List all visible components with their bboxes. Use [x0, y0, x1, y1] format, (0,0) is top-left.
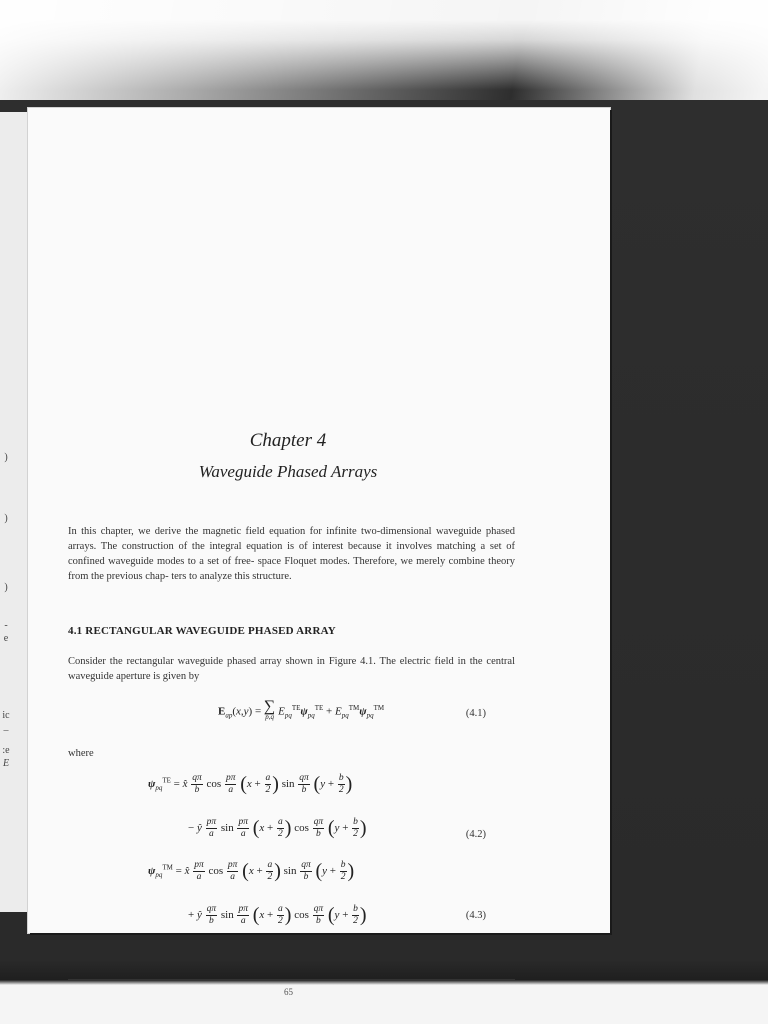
- intro-paragraph: [68, 524, 515, 584]
- margin-fragment: ): [4, 513, 8, 524]
- equation-number: (4.2): [465, 829, 486, 840]
- intro-line: ters to analyze this structure.: [171, 571, 292, 582]
- margin-fragment: :e: [2, 745, 10, 756]
- section-paragraph-line: field in the central waveguide aperture is given by: [68, 656, 515, 682]
- margin-fragment: ): [4, 452, 8, 463]
- section-heading: 4.1 RECTANGULAR WAVEGUIDE PHASED ARRAY: [68, 625, 336, 637]
- equation-4-2-line-1: $\psi_{pq}^{TE}$ = x̂ $\frac{q\pi}{b}$ cos $\frac{p\pi}{a}$ (x + $\frac{a}{2}$ ) sin $\frac{q\pi}{b}$ (y + $\frac{b}{2}$ ): [148, 773, 353, 795]
- equation-number: (4.3): [465, 910, 486, 921]
- footer-rule: [68, 979, 515, 980]
- intro-line: space Floquet modes. Therefore, we merely combine theory from the previous chap-: [68, 556, 516, 582]
- chapter-subtitle: Waveguide Phased Arrays: [198, 462, 378, 481]
- section-paragraph: [68, 654, 515, 684]
- chapter-title: Chapter 4: [249, 430, 327, 451]
- intro-line: In this chapter, we derive the magnetic field equation for infinite two-dimensional: [68, 526, 432, 537]
- margin-fragment: -: [4, 620, 8, 631]
- intro-line: because it involves matching a set of confined waveguide modes to a set of free-: [68, 541, 515, 567]
- equation-number: (4.1): [465, 708, 486, 719]
- page-number: 65: [284, 987, 293, 997]
- equation-4-1: $E_{ap}(x,y)$ = ∑ p,q $E_{pq}^{TE}\psi_{pq}^{TE} + E_{pq}™\psi_{pq}™$: [218, 698, 385, 721]
- margin-fragment: E: [2, 758, 10, 769]
- book-page: [28, 108, 610, 997]
- margin-fragment: ic: [2, 710, 10, 721]
- where-label: where: [68, 748, 94, 759]
- equation-4-2-line-2: − ŷ $\frac{p\pi}{a}$ sin $\frac{p\pi}{a}$ (x + $\frac{a}{2}$ ) cos $\frac{q\pi}{b}$ (y + $\frac{b}{2}$ ): [188, 817, 367, 839]
- margin-fragment: –: [3, 725, 9, 736]
- equation-4-3-line-2: + ŷ $\frac{q\pi}{b}$ sin $\frac{p\pi}{a}$ (x + $\frac{a}{2}$ ) cos $\frac{q\pi}{b}$ (y + $\frac{b}{2}$ ): [188, 904, 367, 926]
- margin-fragment: ): [4, 582, 8, 593]
- section-paragraph-line: Consider the rectangular waveguide phased array shown in Figure 4.1. The electric: [68, 656, 431, 667]
- equation-4-3-line-1: $\psi_{pq}™$ = x̂ $\frac{p\pi}{a}$ cos $\frac{p\pi}{a}$ (x + $\frac{a}{2}$ ) sin $\frac{q\pi}{b}$ (y + $\frac{b}{2}$ ): [148, 860, 355, 882]
- margin-fragment: e: [3, 633, 9, 644]
- intro-line: waveguide phased arrays. The construction of the integral equation is of interest: [68, 526, 516, 552]
